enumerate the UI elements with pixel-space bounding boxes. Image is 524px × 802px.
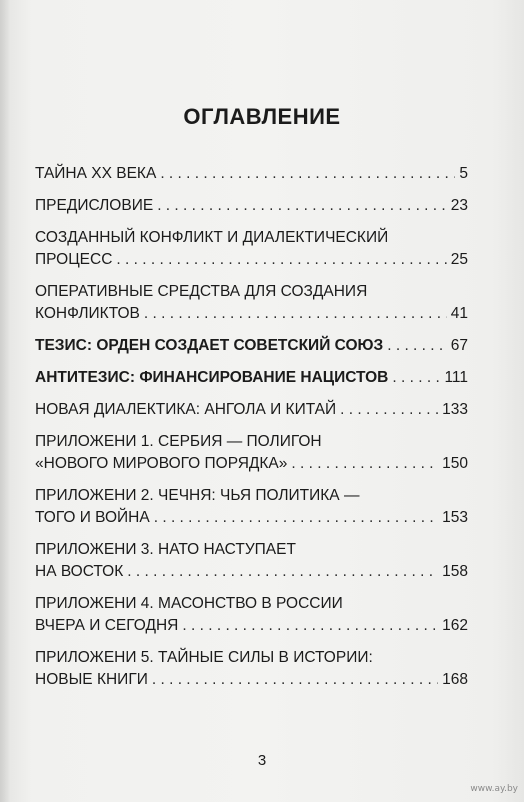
- toc-entry-last-line: [35, 163, 468, 185]
- toc-entry-last-line: [35, 507, 468, 529]
- toc-entry-title-line: ОПЕРАТИВНЫЕ СРЕДСТВА ДЛЯ СОЗДАНИЯ: [35, 283, 368, 300]
- toc-entry: [35, 335, 468, 357]
- dot-leader: [387, 335, 447, 357]
- dot-leader: [340, 399, 438, 421]
- toc-entry: [35, 431, 468, 475]
- toc-entry-title-line: КОНФЛИКТОВ: [35, 305, 140, 322]
- toc-entry-page-number: 168: [442, 671, 468, 688]
- toc-entry-title-line: ПРИЛОЖЕНИ 5. ТАЙНЫЕ СИЛЫ В ИСТОРИИ:: [35, 649, 373, 666]
- toc-entry-title-line: ПРЕДИСЛОВИЕ: [35, 197, 154, 214]
- toc-entry-page-number: 158: [442, 563, 468, 580]
- toc-entry-title-line: ТЕЗИС: ОРДЕН СОЗДАЕТ СОВЕТСКИЙ СОЮЗ: [35, 337, 384, 354]
- toc-entry: [35, 195, 468, 217]
- toc-entry-page-number: 41: [450, 305, 468, 322]
- toc-entry: [35, 593, 468, 637]
- toc-entry: [35, 647, 468, 691]
- page-title: ОГЛАВЛЕНИЕ: [183, 104, 341, 129]
- toc-entry-last-line: [35, 399, 468, 421]
- toc-entry-title-line: ПРИЛОЖЕНИ 4. МАСОНСТВО В РОССИИ: [35, 595, 343, 612]
- toc-entry-page-number: 153: [442, 509, 468, 526]
- toc-entry-last-line: [35, 669, 468, 691]
- dot-leader: [116, 249, 446, 271]
- toc-entry-page-number: 25: [450, 251, 468, 268]
- toc-entry-last-line: [35, 367, 468, 389]
- toc-entry-title-line: АНТИТЕЗИС: ФИНАНСИРОВАНИЕ НАЦИСТОВ: [35, 369, 389, 386]
- toc-entry-page-number: 67: [450, 337, 468, 354]
- toc-entry-last-line: [35, 249, 468, 271]
- toc-entry-title-line: НОВАЯ ДИАЛЕКТИКА: АНГОЛА И КИТАЙ: [35, 401, 337, 418]
- dot-leader: [160, 163, 455, 185]
- toc-entry: [35, 163, 468, 185]
- toc-entry-last-line: [35, 561, 468, 583]
- toc-entry-page-number: 162: [442, 617, 468, 634]
- toc-entry-page-number: 23: [450, 197, 468, 214]
- toc-entry-last-line: [35, 303, 468, 325]
- dot-leader: [182, 615, 438, 637]
- toc-entry-page-number: 150: [442, 455, 468, 472]
- toc-entry: [35, 539, 468, 583]
- toc-entry-title-line: ПРИЛОЖЕНИ 2. ЧЕЧНЯ: ЧЬЯ ПОЛИТИКА —: [35, 487, 360, 504]
- toc-entry: [35, 367, 468, 389]
- toc-entry-title-line: ТАЙНА XX ВЕКА: [35, 165, 157, 182]
- dot-leader: [392, 367, 440, 389]
- toc-entry: [35, 399, 468, 421]
- toc-entry-page-number: 133: [442, 401, 468, 418]
- toc-entry: [35, 227, 468, 271]
- toc-entry-last-line: [35, 335, 468, 357]
- toc-entry-title-line: НА ВОСТОК: [35, 563, 124, 580]
- toc-entry: [35, 281, 468, 325]
- toc-entry-title-line: НОВЫЕ КНИГИ: [35, 671, 148, 688]
- toc-entry-page-number: 5: [459, 165, 468, 182]
- toc-entry-page-number: 111: [444, 369, 468, 386]
- toc-entry-last-line: [35, 615, 468, 637]
- dot-leader: [291, 453, 438, 475]
- table-of-contents: [35, 163, 468, 701]
- toc-entry-title-line: ПРОЦЕСС: [35, 251, 113, 268]
- dot-leader: [154, 507, 438, 529]
- dot-leader: [152, 669, 438, 691]
- toc-entry-title-line: ПРИЛОЖЕНИ 3. НАТО НАСТУПАЕТ: [35, 541, 296, 558]
- toc-entry-last-line: [35, 453, 468, 475]
- dot-leader: [144, 303, 447, 325]
- toc-entry-last-line: [35, 195, 468, 217]
- toc-entry-title-line: ВЧЕРА И СЕГОДНЯ: [35, 617, 179, 634]
- page-number: 3: [257, 752, 267, 769]
- toc-entry: [35, 485, 468, 529]
- toc-entry-title-line: ТОГО И ВОЙНА: [35, 509, 150, 526]
- toc-entry-title-line: «НОВОГО МИРОВОГО ПОРЯДКА»: [35, 455, 288, 472]
- dot-leader: [157, 195, 447, 217]
- toc-entry-title-line: ПРИЛОЖЕНИ 1. СЕРБИЯ — ПОЛИГОН: [35, 433, 322, 450]
- watermark: www.ay.by: [470, 784, 518, 794]
- dot-leader: [127, 561, 438, 583]
- toc-entry-title-line: СОЗДАННЫЙ КОНФЛИКТ И ДИАЛЕКТИЧЕСКИЙ: [35, 229, 389, 246]
